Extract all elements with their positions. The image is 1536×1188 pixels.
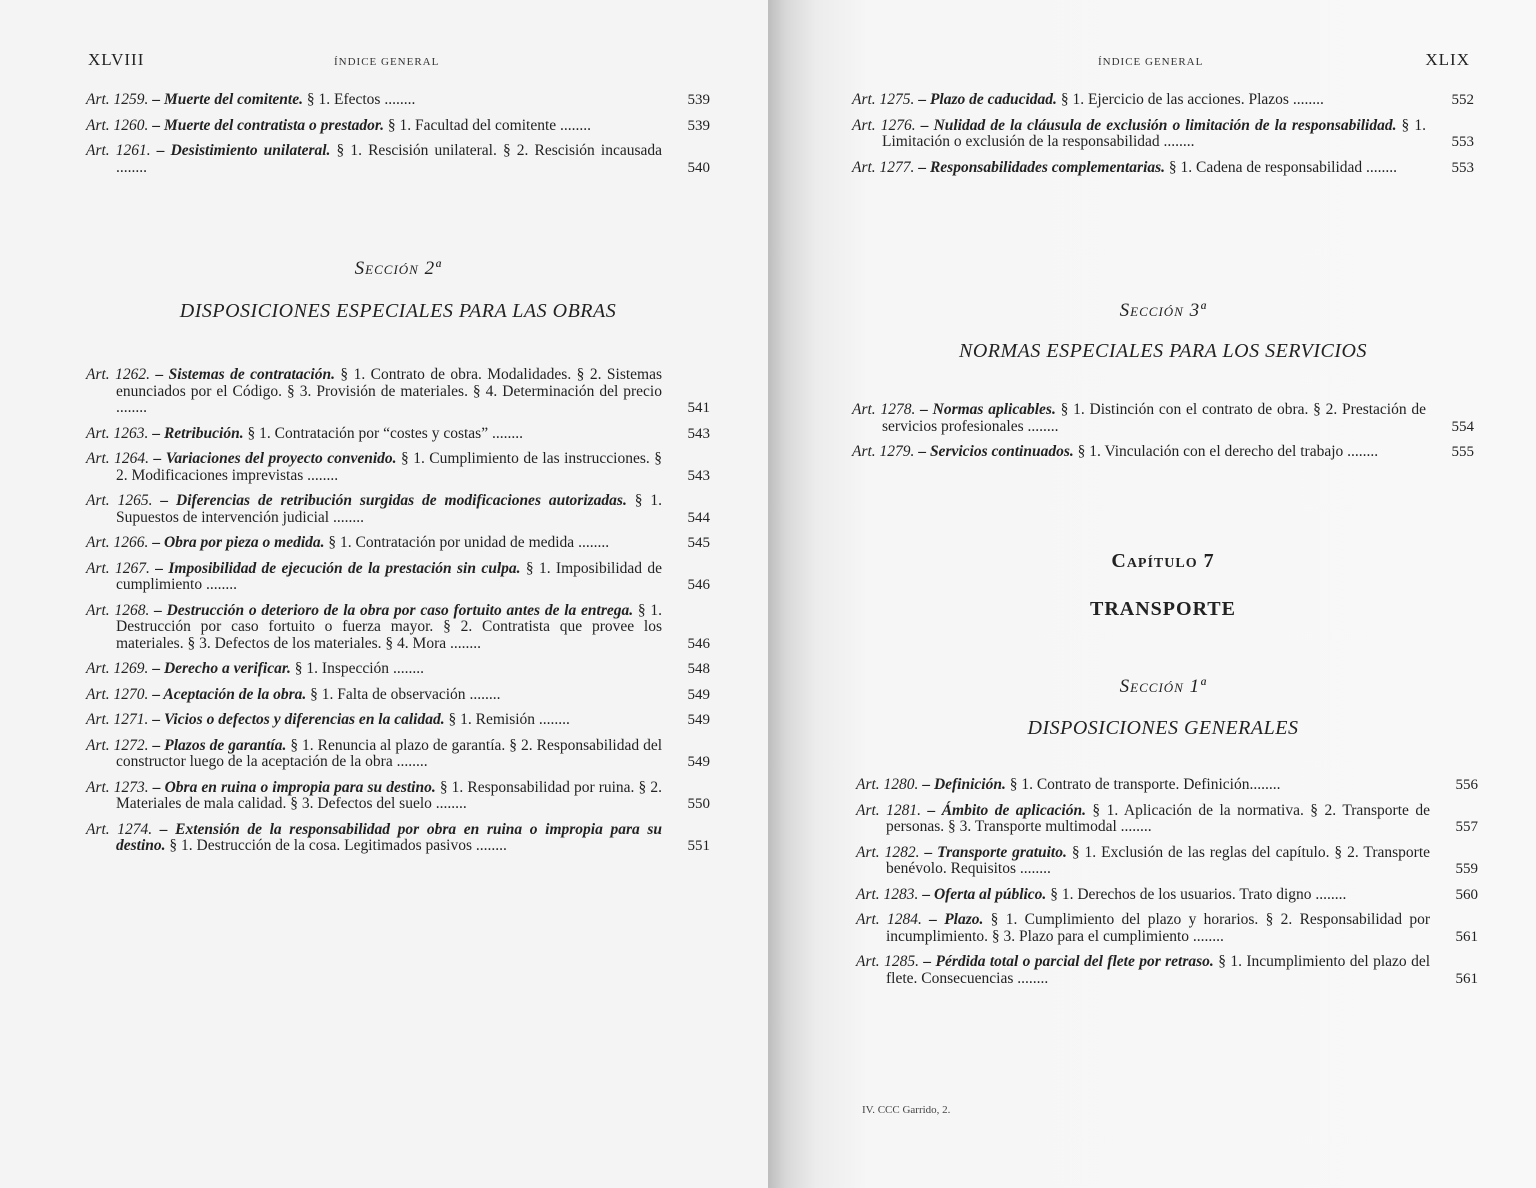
toc-entry xyxy=(856,777,1478,794)
article-title: – Definición. xyxy=(922,776,1006,793)
article-title: – Plazo de caducidad. xyxy=(918,91,1057,108)
article-title: – Variaciones del proyecto convenido. xyxy=(153,450,397,467)
page-number: 545 xyxy=(687,535,710,551)
article-title: – Obra en ruina o impropia para su destino. xyxy=(152,778,436,796)
dot-leader: ........ xyxy=(1249,776,1281,793)
toc-entry-text xyxy=(856,912,1430,945)
toc-entry xyxy=(856,912,1478,945)
left-section-heading: Sección 2ª xyxy=(354,258,442,279)
article-number: Art. 1263. xyxy=(86,424,149,442)
article-number: Art. 1273. xyxy=(86,778,149,796)
right-section3-title: NORMAS ESPECIALES PARA LOS SERVICIOS xyxy=(959,340,1367,362)
toc-entry xyxy=(86,603,710,653)
page-number: 546 xyxy=(687,635,710,652)
toc-entry-text xyxy=(852,402,1426,435)
toc-entry xyxy=(86,780,710,813)
dot-leader: ........ xyxy=(1292,91,1324,108)
article-subsections: § 1. Imposibilidad de cumplimiento xyxy=(116,559,663,593)
dot-leader: ........ xyxy=(392,660,424,677)
toc-entry-text xyxy=(86,561,662,594)
page-number: 549 xyxy=(687,686,710,703)
right-section3-entries xyxy=(852,402,1474,470)
article-subsections: § 1. Exclusión de las reglas del capítulo. § 2. Transporte benévolo. Requisitos xyxy=(886,843,1431,877)
toc-entry-text xyxy=(86,712,662,729)
article-number: Art. 1275. xyxy=(852,91,915,108)
article-subsections: § 1. Renuncia al plazo de garantía. § 2. Responsabilidad del constructor luego de la aceptación de la obra xyxy=(116,736,663,770)
dot-leader: ........ xyxy=(435,795,467,812)
article-title: – Muerte del comitente. xyxy=(152,91,303,108)
article-subsections: § 1. Remisión xyxy=(444,711,539,728)
toc-entry-text xyxy=(86,426,662,443)
dot-leader: ........ xyxy=(1163,133,1195,150)
toc-entry-text xyxy=(852,92,1426,109)
dot-leader: ........ xyxy=(332,508,364,526)
toc-entry xyxy=(86,367,710,417)
right-running-head: ÍNDICE GENERAL xyxy=(1098,56,1204,68)
toc-entry-text xyxy=(86,535,662,552)
page-number: 555 xyxy=(1451,444,1474,460)
article-number: Art. 1276. xyxy=(852,116,916,134)
page-number: 546 xyxy=(687,577,710,593)
article-number: Art. 1267. xyxy=(86,559,150,577)
article-subsections: § 1. Cadena de responsabilidad xyxy=(1165,158,1367,176)
toc-entry-text xyxy=(86,143,662,176)
article-number: Art. 1265. xyxy=(86,492,153,509)
article-subsections: § 1. Contrato de transporte. Definición xyxy=(1005,776,1250,793)
article-subsections: § 1. Efectos xyxy=(302,91,385,108)
article-number: Art. 1259. xyxy=(86,91,149,108)
article-subsections: § 1. Aplicación de la normativa. § 2. Transporte de personas. § 3. Transporte multimodal xyxy=(886,801,1431,835)
dot-leader: ........ xyxy=(1347,443,1379,460)
article-title: – Extensión de la responsabilidad por obra en ruina o impropia para su destino. xyxy=(116,820,662,854)
dot-leader: ........ xyxy=(450,634,481,652)
article-number: Art. 1277. xyxy=(852,158,915,176)
article-title: – Destrucción o deterioro de la obra por caso fortuito antes de la entrega. xyxy=(154,601,634,619)
dot-leader: ........ xyxy=(1019,860,1051,877)
left-main-entries xyxy=(86,367,710,864)
dot-leader: ........ xyxy=(578,534,610,551)
toc-entry-text xyxy=(86,451,662,484)
toc-entry xyxy=(86,92,710,109)
dot-leader: ........ xyxy=(1366,158,1398,176)
article-subsections: § 1. Vinculación con el derecho del trabajo xyxy=(1073,443,1348,460)
toc-entry xyxy=(86,561,710,594)
article-title: – Diferencias de retribución surgidas de modificaciones autorizadas. xyxy=(160,492,627,509)
article-subsections: § 1. Falta de observación xyxy=(306,685,470,703)
dot-leader: ........ xyxy=(116,399,147,416)
page-number: 539 xyxy=(687,117,710,134)
right-section3-heading: Sección 3ª xyxy=(1119,300,1207,321)
chapter-heading: Capítulo 7 xyxy=(1111,550,1215,572)
article-number: Art. 1270. xyxy=(86,685,149,703)
toc-entry-text xyxy=(852,160,1426,177)
article-number: Art. 1266. xyxy=(86,534,149,551)
article-title: – Nulidad de la cláusula de exclusión o limitación de la responsabilidad. xyxy=(920,116,1397,134)
article-subsections: § 1. Ejercicio de las acciones. Plazos xyxy=(1056,91,1293,108)
chapter-title: TRANSPORTE xyxy=(1090,598,1236,620)
right-page xyxy=(768,0,1536,1188)
article-title: – Muerte del contratista o prestador. xyxy=(152,116,384,134)
toc-entry xyxy=(86,822,710,855)
dot-leader: ........ xyxy=(1027,417,1059,435)
article-number: Art. 1262. xyxy=(86,366,150,383)
article-number: Art. 1279. xyxy=(852,443,915,460)
article-number: Art. 1261. xyxy=(86,142,151,159)
article-title: – Aceptación de la obra. xyxy=(152,685,307,703)
toc-entry-text xyxy=(86,822,662,855)
article-number: Art. 1285. xyxy=(856,953,919,970)
article-subsections: § 1. Rescisión unilateral. § 2. Rescisión incausada xyxy=(330,142,663,159)
article-subsections: § 1. Incumplimiento del plazo del flete. Consecuencias xyxy=(886,953,1431,987)
toc-entry-text xyxy=(86,92,662,109)
right-top-entries xyxy=(852,92,1474,185)
page-signature: IV. CCC Garrido, 2. xyxy=(862,1104,951,1116)
article-subsections: § 1. Contratación por “costes y costas” xyxy=(243,424,492,442)
page-number: 541 xyxy=(687,400,710,416)
article-subsections: § 1. Supuestos de intervención judicial xyxy=(116,492,662,526)
toc-entry xyxy=(86,451,710,484)
toc-entry xyxy=(856,887,1478,904)
article-title: – Obra por pieza o medida. xyxy=(152,534,325,551)
article-number: Art. 1260. xyxy=(86,116,149,134)
dot-leader: ........ xyxy=(1120,818,1152,835)
dot-leader: ........ xyxy=(1017,969,1049,987)
dot-leader: ........ xyxy=(1315,885,1347,903)
dot-leader: ........ xyxy=(205,576,237,593)
toc-entry xyxy=(852,402,1474,435)
toc-entry xyxy=(852,160,1474,177)
toc-entry xyxy=(852,444,1474,461)
article-title: – Desistimiento unilateral. xyxy=(156,142,331,159)
toc-entry xyxy=(86,738,710,771)
article-title: – Normas aplicables. xyxy=(920,401,1056,418)
article-number: Art. 1284. xyxy=(856,911,922,928)
toc-entry-text xyxy=(852,444,1426,461)
toc-entry-text xyxy=(86,603,662,653)
article-subsections: § 1. Limitación o exclusión de la responsabilidad xyxy=(882,116,1427,150)
article-number: Art. 1272. xyxy=(86,736,149,754)
toc-entry-text xyxy=(856,803,1430,836)
toc-entry-text xyxy=(856,887,1430,904)
dot-leader: ........ xyxy=(396,753,428,770)
page-number: 540 xyxy=(687,159,710,176)
toc-entry-text xyxy=(86,367,662,417)
toc-entry xyxy=(852,92,1474,109)
article-number: Art. 1283. xyxy=(856,885,919,903)
toc-entry xyxy=(86,661,710,678)
dot-leader: ........ xyxy=(560,116,592,134)
article-title: – Imposibilidad de ejecución de la prestación sin culpa. xyxy=(155,559,521,577)
toc-entry-text xyxy=(86,118,662,135)
toc-entry xyxy=(856,954,1478,987)
article-number: Art. 1271. xyxy=(86,711,149,728)
article-title: – Plazos de garantía. xyxy=(152,736,287,754)
toc-entry-text xyxy=(86,661,662,678)
left-section-title: DISPOSICIONES ESPECIALES PARA LAS OBRAS xyxy=(179,300,617,322)
page-number: 543 xyxy=(687,425,710,442)
dot-leader: ........ xyxy=(384,91,416,108)
page-number: 549 xyxy=(687,712,710,728)
toc-entry xyxy=(86,143,710,176)
right-section1-heading: Sección 1ª xyxy=(1119,676,1207,697)
article-number: Art. 1268. xyxy=(86,601,150,619)
toc-entry-text xyxy=(86,780,662,813)
article-number: Art. 1274. xyxy=(86,820,153,838)
article-title: – Transporte gratuito. xyxy=(924,843,1067,861)
page-number: 553 xyxy=(1451,159,1474,176)
article-title: – Retribución. xyxy=(152,424,244,442)
page-number: 544 xyxy=(687,509,710,526)
article-title: – Vicios o defectos y diferencias en la calidad. xyxy=(152,711,445,728)
article-number: Art. 1278. xyxy=(852,401,916,418)
article-number: Art. 1269. xyxy=(86,660,149,677)
dot-leader: ........ xyxy=(538,711,570,728)
page-number: 554 xyxy=(1451,418,1474,435)
page-number: 549 xyxy=(687,754,710,770)
toc-entry xyxy=(86,426,710,443)
toc-entry xyxy=(852,118,1474,151)
article-number: Art. 1281. xyxy=(856,801,922,819)
toc-entry-text xyxy=(86,493,662,526)
toc-entry xyxy=(86,493,710,526)
article-subsections: § 1. Destrucción de la cosa. Legitimados pasivos xyxy=(165,837,476,854)
toc-entry-text xyxy=(86,687,662,704)
dot-leader: ........ xyxy=(475,837,507,854)
article-subsections: § 1. Cumplimiento de las instrucciones. § 2. Modificaciones imprevistas xyxy=(116,450,662,484)
page-number: 551 xyxy=(687,838,710,854)
article-title: – Sistemas de contratación. xyxy=(155,366,335,383)
left-running-head: ÍNDICE GENERAL xyxy=(334,56,440,68)
dot-leader: ........ xyxy=(469,685,501,703)
page-number: 561 xyxy=(1455,970,1478,987)
toc-entry xyxy=(86,712,710,729)
toc-entry xyxy=(86,535,710,552)
article-subsections: § 1. Responsabilidad por ruina. § 2. Materiales de mala calidad. § 3. Defectos del suelo xyxy=(116,778,662,812)
toc-entry xyxy=(86,118,710,135)
article-subsections: § 1. Distinción con el contrato de obra. § 2. Prestación de servicios profesionales xyxy=(882,401,1427,435)
article-subsections: § 1. Inspección xyxy=(290,660,393,677)
page-number: 561 xyxy=(1455,928,1478,945)
article-subsections: § 1. Derechos de los usuarios. Trato digno xyxy=(1046,885,1316,903)
left-folio: XLVIII xyxy=(88,50,145,69)
article-title: – Oferta al público. xyxy=(922,885,1047,903)
page-number: 553 xyxy=(1451,134,1474,150)
right-section1-entries xyxy=(856,777,1478,996)
article-subsections: § 1. Destrucción por caso fortuito o fuerza mayor. § 2. Contratista que provee los materiales. § 3. Defectos de los materiales. § 4. Mora xyxy=(116,601,663,652)
article-title: – Responsabilidades complementarias. xyxy=(918,158,1166,176)
article-title: – Pérdida total o parcial del flete por retraso. xyxy=(923,953,1214,970)
toc-entry xyxy=(856,845,1478,878)
article-number: Art. 1280. xyxy=(856,776,919,793)
article-subsections: § 1. Contratación por unidad de medida xyxy=(324,534,579,551)
page-number: 539 xyxy=(687,92,710,108)
left-top-entries xyxy=(86,92,710,185)
dot-leader: ........ xyxy=(491,424,523,442)
dot-leader: ........ xyxy=(1192,927,1224,945)
dot-leader: ........ xyxy=(307,466,339,484)
page-number: 543 xyxy=(687,467,710,484)
page-number: 557 xyxy=(1455,819,1478,835)
dot-leader: ........ xyxy=(116,158,147,176)
article-subsections: § 1. Contrato de obra. Modalidades. § 2. Sistemas enunciados por el Código. § 3. Provisión de materiales. § 4. Determinación del precio xyxy=(116,366,663,400)
article-title: – Servicios continuados. xyxy=(918,443,1074,460)
toc-entry-text xyxy=(856,954,1430,987)
page-number: 548 xyxy=(687,661,710,677)
page-number: 552 xyxy=(1451,92,1474,108)
right-section1-title: DISPOSICIONES GENERALES xyxy=(1027,717,1299,739)
page-number: 556 xyxy=(1455,777,1478,793)
toc-entry xyxy=(856,803,1478,836)
page-number: 559 xyxy=(1455,861,1478,877)
page-number: 550 xyxy=(687,796,710,812)
article-title: – Ámbito de aplicación. xyxy=(927,801,1086,819)
article-title: – Derecho a verificar. xyxy=(152,660,291,677)
right-folio: XLIX xyxy=(1425,50,1470,69)
page-number: 560 xyxy=(1455,886,1478,903)
article-number: Art. 1264. xyxy=(86,450,150,467)
toc-entry xyxy=(86,687,710,704)
article-title: – Plazo. xyxy=(929,911,984,928)
toc-entry-text xyxy=(856,777,1430,794)
article-subsections: § 1. Facultad del comitente xyxy=(383,116,561,134)
toc-entry-text xyxy=(86,738,662,771)
toc-entry-text xyxy=(856,845,1430,878)
toc-entry-text xyxy=(852,118,1426,151)
article-subsections: § 1. Cumplimiento del plazo y horarios. § 2. Responsabilidad por incumplimiento. § 3. Plazo para el cumplimiento xyxy=(886,911,1430,945)
article-number: Art. 1282. xyxy=(856,843,920,861)
